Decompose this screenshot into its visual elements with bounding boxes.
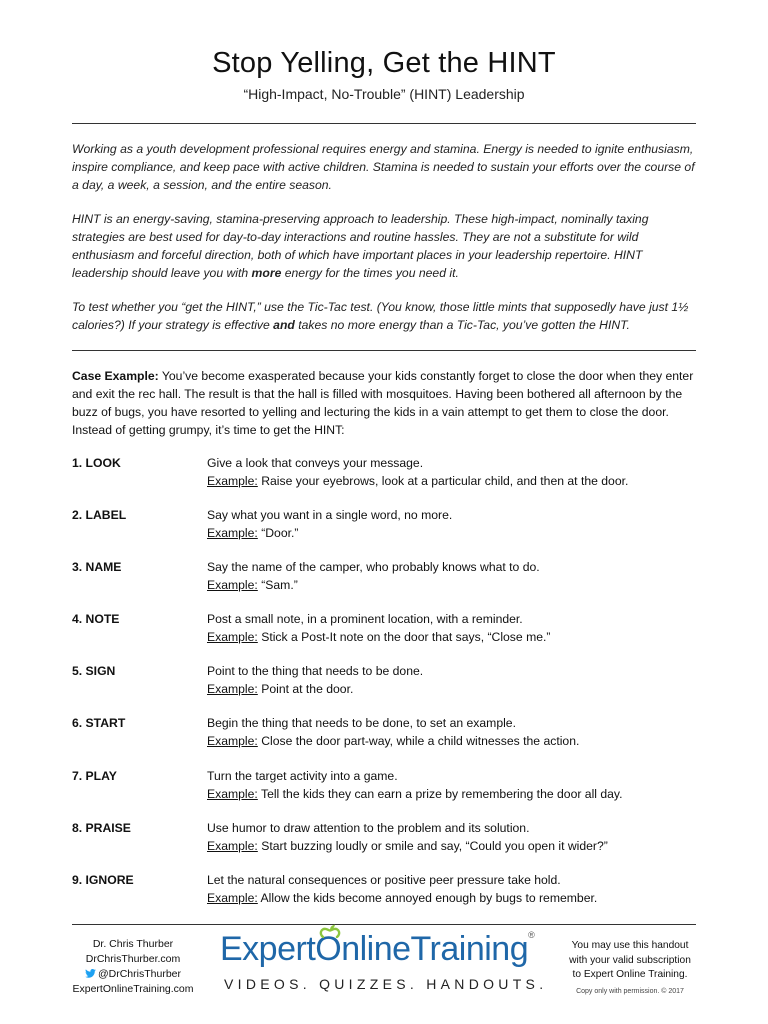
page-title: Stop Yelling, Get the HINT [212, 47, 556, 79]
step-praise [72, 819, 702, 855]
logo-tagline: VIDEOS. QUIZZES. HANDOUTS. [224, 976, 548, 992]
step-label: 6. START [72, 716, 126, 730]
step-play [72, 767, 702, 803]
divider [72, 350, 696, 351]
expert-online-training-logo [220, 930, 550, 1000]
usage-line-1: You may use this handout [571, 940, 689, 951]
example-text: Close the door part-way, while a child witnesses the action. [257, 734, 580, 748]
intro-emphasis-more: more [251, 266, 282, 280]
example-label: Example: [207, 891, 258, 905]
example-label: Example: [207, 630, 258, 644]
step-description: Point to the thing that needs to be done. [207, 664, 424, 678]
step-label: 4. NOTE [72, 612, 120, 626]
usage-line-2: with your valid subscription [569, 954, 691, 966]
apple-icon [317, 924, 343, 938]
example-text: Tell the kids they can earn a prize by remembering the door all day. [257, 787, 623, 801]
step-label: 5. SIGN [72, 664, 116, 678]
case-example-text: You’ve become exasperated because your kids constantly forget to close the door when they enter and exit the rec hall. The result is that the hall is filled with mosquitoes. Having been bothered all afternoon by the buzz of bugs, you have resorted to yelling and lecturing the kids in a vain attempt to get them to close the door. Instead of getting grumpy, it’s time to get the HINT: [72, 369, 694, 437]
step-example [207, 889, 702, 907]
case-example [72, 367, 702, 439]
example-text: Stick a Post-It note on the door that says, “Close me.” [257, 630, 551, 644]
case-example-label: Case Example: [72, 369, 159, 383]
step-description: Say what you want in a single word, no more. [207, 508, 453, 522]
author-contact [58, 937, 208, 997]
step-example [207, 680, 702, 698]
step-sign [72, 662, 702, 698]
step-note [72, 610, 702, 646]
author-website-link[interactable]: DrChrisThurber.com [85, 953, 181, 965]
step-example [207, 472, 702, 490]
step-description: Post a small note, in a prominent location, with a reminder. [207, 612, 523, 626]
step-example [207, 785, 702, 803]
example-text: Start buzzing loudly or smile and say, “Could you open it wider?” [257, 839, 608, 853]
step-example [207, 732, 702, 750]
step-example [207, 524, 702, 542]
step-look [72, 454, 702, 490]
twitter-handle[interactable] [58, 967, 208, 982]
usage-notice [555, 939, 705, 999]
step-label: 8. PRAISE [72, 821, 131, 835]
example-label: Example: [207, 734, 258, 748]
copyright-notice: Copy only with permission. © 2017 [576, 987, 684, 995]
training-website-link[interactable]: ExpertOnlineTraining.com [72, 983, 194, 995]
step-description: Give a look that conveys your message. [207, 456, 424, 470]
step-description: Let the natural consequences or positive peer pressure take hold. [207, 873, 561, 887]
step-ignore [72, 871, 702, 907]
logo-letter-o [315, 930, 341, 969]
author-name: Dr. Chris Thurber [92, 938, 174, 950]
step-label: 7. PLAY [72, 769, 117, 783]
step-description: Turn the target activity into a game. [207, 769, 398, 783]
intro-text-1: Working as a youth development professional requires energy and stamina. Energy is needed to ignite enthusiasm, inspire compliance, and keep pace with active children. Stamina is needed to sustain your efforts over the course of a day, a week, a session, and the entire season. [72, 142, 695, 192]
step-example [207, 576, 702, 594]
intro-text-2a: HINT is an energy-saving, stamina-preserving approach to leadership. These high-impact, nominally taxing strategies are best used for day-to-day interactions and routine hassles. They are not a substitute for wild enthusiasm and forceful direction, both of which have important places in your leadership repertoire. HINT leadership should leave you with [72, 212, 649, 280]
intro-text-3a: To test whether you “get the HINT,” use the Tic-Tac test. (You know, those little mints that supposedly have just 1½ calories?) If your strategy is effective [72, 300, 689, 332]
example-label: Example: [207, 839, 258, 853]
intro-paragraph-3 [72, 298, 702, 334]
divider [72, 123, 696, 124]
example-text: “Sam.” [257, 578, 298, 592]
page-subtitle: “High-Impact, No-Trouble” (HINT) Leadership [243, 86, 525, 102]
example-label: Example: [207, 474, 258, 488]
intro-emphasis-and: and [273, 318, 295, 332]
example-label: Example: [207, 526, 258, 540]
step-label-word [72, 506, 702, 542]
example-text: Raise your eyebrows, look at a particular child, and then at the door. [257, 474, 629, 488]
logo-word-expert: Expert [220, 930, 316, 968]
example-text: Point at the door. [257, 682, 354, 696]
logo-o-text: O [315, 930, 342, 968]
step-label: 2. LABEL [72, 508, 127, 522]
intro-text-3b: takes no more energy than a Tic-Tac, you’ve gotten the HINT. [294, 318, 630, 332]
step-name [72, 558, 702, 594]
step-description: Say the name of the camper, who probably knows what to do. [207, 560, 540, 574]
intro-paragraph-1 [72, 140, 702, 194]
step-description: Use humor to draw attention to the problem and its solution. [207, 821, 530, 835]
example-text: “Door.” [257, 526, 299, 540]
logo-word-nlinetraining: nlineTraining [341, 930, 529, 968]
step-example [207, 628, 702, 646]
step-label: 9. IGNORE [72, 873, 134, 887]
twitter-handle-text: @DrChrisThurber [97, 968, 181, 980]
step-start [72, 714, 702, 750]
step-description: Begin the thing that needs to be done, to set an example. [207, 716, 516, 730]
intro-text-2b: energy for the times you need it. [281, 266, 459, 280]
example-label: Example: [207, 787, 258, 801]
twitter-icon [85, 969, 96, 978]
example-text: Allow the kids become annoyed enough by bugs to remember. [257, 891, 598, 905]
step-label: 3. NAME [72, 560, 122, 574]
step-label: 1. LOOK [72, 456, 121, 470]
logo-registered-mark: ® [528, 930, 535, 940]
intro-paragraph-2 [72, 210, 702, 282]
usage-line-3: to Expert Online Training. [572, 969, 688, 980]
logo-wordmark [220, 930, 534, 969]
divider [72, 924, 696, 925]
example-label: Example: [207, 682, 258, 696]
step-example [207, 837, 702, 855]
example-label: Example: [207, 578, 258, 592]
